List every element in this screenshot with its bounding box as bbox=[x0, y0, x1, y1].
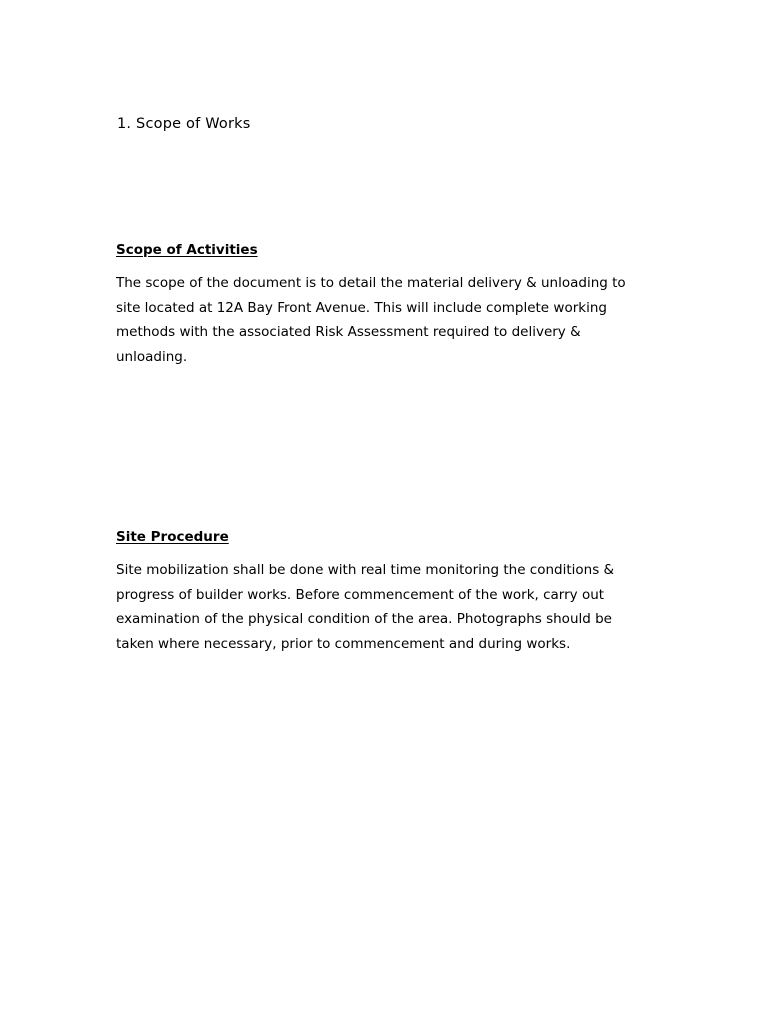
body-line: unloading. bbox=[116, 348, 188, 365]
body-line: methods with the associated Risk Assessment required to delivery & bbox=[116, 324, 581, 340]
body-line: taken where necessary, prior to commencement and during works. bbox=[116, 635, 571, 652]
body-line: Site mobilization shall be done with real time monitoring the conditions & bbox=[116, 562, 615, 578]
body-line: The scope of the document is to detail the material delivery & unloading to bbox=[116, 275, 626, 291]
section-body-site-procedure bbox=[116, 558, 676, 656]
body-line: examination of the physical condition of the area. Photographs should be bbox=[116, 611, 612, 627]
section-title-scope-of-activities: Scope of Activities bbox=[116, 242, 258, 258]
document-heading: 1. Scope of Works bbox=[117, 116, 251, 132]
section-body-scope-of-activities bbox=[116, 271, 676, 369]
section-title-site-procedure: Site Procedure bbox=[116, 529, 229, 545]
body-line: progress of builder works. Before commencement of the work, carry out bbox=[116, 586, 605, 603]
body-line: site located at 12A Bay Front Avenue. This will include complete working bbox=[116, 299, 607, 316]
